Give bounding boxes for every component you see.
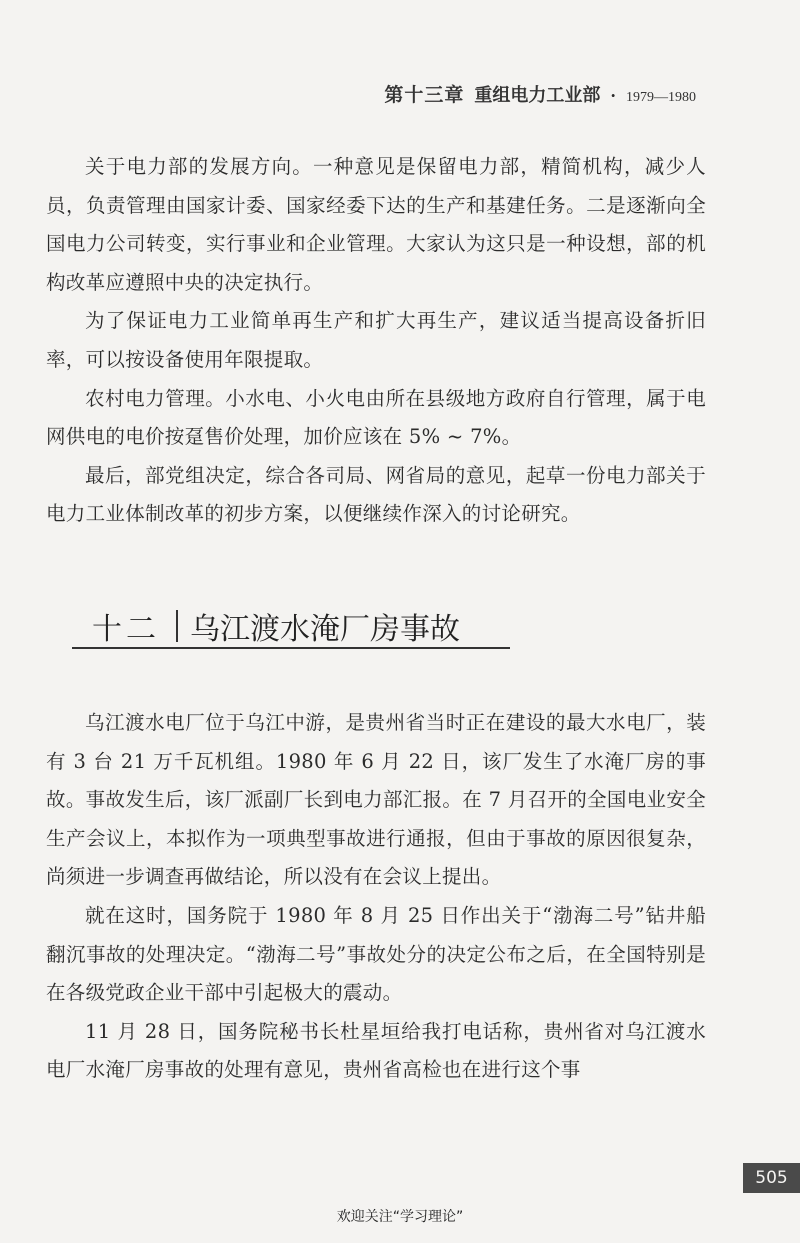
paragraph: 关于电力部的发展方向。一种意见是保留电力部，精简机构，减少人员，负责管理由国家计委、国家经委下达的生产和基建任务。二是逐渐向全国电力公司转变，实行事业和企业管理。大家认为这只是一种设想，部的机构改革应遵照中央的决定执行。 bbox=[46, 155, 706, 294]
footer-watermark: 欢迎关注“学习理论” bbox=[336, 1209, 464, 1225]
header-title: 重组电力工业部 bbox=[474, 85, 601, 106]
section-title: 乌江渡水淹厂房事故 bbox=[190, 612, 460, 647]
paragraph: 就在这时，国务院于 1980 年 8 月 25 日作出关于“渤海二号”钻井船翻沉事故的处理决定。“渤海二号”事故处分的决定公布之后，在全国特别是在各级党政企业干部中引起极大的震动。 bbox=[46, 903, 706, 1005]
header-years: 1979—1980 bbox=[626, 90, 696, 105]
paragraph: 11 月 28 日，国务院秘书长杜星垣给我打电话称，贵州省对乌江渡水电厂水淹厂房事故的处理有意见，贵州省高检也在进行这个事 bbox=[46, 1019, 706, 1082]
paragraph: 农村电力管理。小水电、小火电由所在县级地方政府自行管理，属于电网供电的电价按趸售价处理，加价应该在 5% ~ 7%。 bbox=[46, 386, 706, 449]
section-underline bbox=[72, 647, 510, 649]
running-header bbox=[384, 80, 696, 107]
section-heading bbox=[92, 604, 460, 648]
paragraph: 为了保证电力工业简单再生产和扩大再生产，建议适当提高设备折旧率，可以按设备使用年限提取。 bbox=[46, 309, 706, 371]
header-separator: · bbox=[610, 86, 616, 105]
section-number: 十二 bbox=[92, 612, 160, 647]
lower-text-block bbox=[46, 704, 706, 1090]
paragraph: 最后，部党组决定，综合各司局、网省局的意见，起草一份电力部关于电力工业体制改革的初步方案，以便继续作深入的讨论研究。 bbox=[46, 463, 706, 526]
upper-text-block bbox=[46, 148, 706, 534]
section-divider bbox=[176, 610, 178, 642]
chapter-label: 第十三章 bbox=[384, 84, 465, 106]
paragraph: 乌江渡水电厂位于乌江中游，是贵州省当时正在建设的最大水电厂，装有 3 台 21 万千瓦机组。1980 年 6 月 22 日，该厂发生了水淹厂房的事故。事故发生后，该厂派副厂长到电力部汇报。在 7 月召开的全国电业安全生产会议上，本拟作为一项典型事故进行通报，但由于事故的原因很复杂，尚须进一步调查再做结论，所以没有在会议上提出。 bbox=[46, 711, 706, 889]
page-number: 505 bbox=[743, 1163, 800, 1193]
